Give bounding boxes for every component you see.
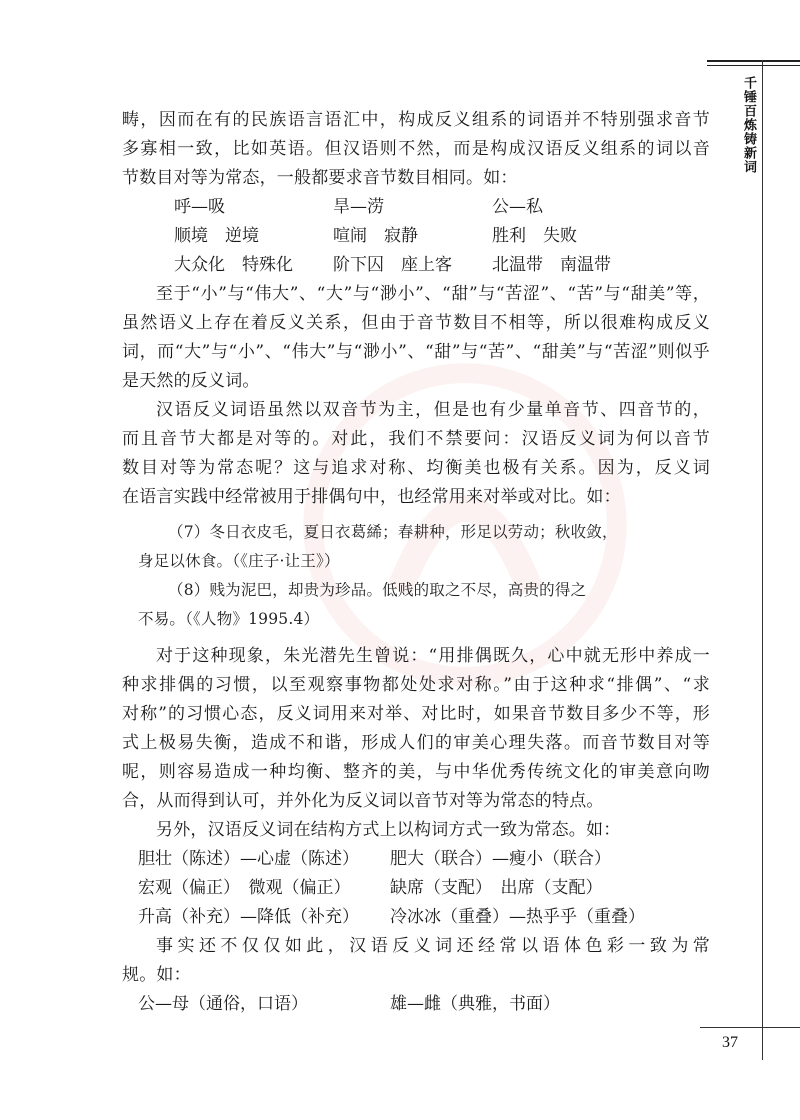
pair: 肥大（联合）—瘦小（联合）: [390, 849, 611, 869]
text-line: 另外，汉语反义词在结构方式上以构词方式一致为常态。如：: [156, 820, 621, 840]
register-pair-row: [122, 990, 710, 1019]
paragraph: [122, 396, 710, 512]
text-line: 至于“小”与“伟大”、“大”与“渺小”、“甜”与“苦涩”、“苦”与“甜美”等，: [156, 284, 710, 304]
paragraph: [122, 816, 710, 845]
example-line: 身足以休食。（《庄子·让王》）: [138, 552, 340, 570]
text-line: 虽然语义上存在着反义关系，但由于音节数目不相等，所以很难构成反义: [122, 313, 710, 333]
text-line: 规。如：: [122, 965, 191, 985]
example-line: 不易。（《人物》1995.4）: [138, 610, 320, 628]
pair: 北温带 南温带: [492, 255, 611, 275]
structure-pairs: [122, 845, 710, 932]
pair: 缺席（支配） 出席（支配）: [390, 878, 603, 898]
text-line: 节数目对等为常态，一般都要求音节数目相同。如：: [122, 168, 518, 188]
text-line: 在语言实践中经常被用于排偶句中，也经常用来对举或对比。如：: [122, 487, 621, 507]
example-line: （8）贱为泥巴，却贵为珍品。低贱的取之不尽，高贵的得之: [168, 581, 587, 599]
pair: 公—母（通俗，口语）: [138, 994, 308, 1014]
paragraph: [122, 932, 710, 990]
text-line: 种求排偶的习惯，以至观察事物都处处求对称。”由于这种求“排偶”、“求: [122, 675, 710, 695]
running-header: 千锤百炼铸新词: [741, 76, 756, 174]
example-sentences: [122, 518, 710, 634]
paragraph: [122, 106, 710, 193]
text-line: 汉语反义词语虽然以双音节为主，但是也有少量单音节、四音节的，: [156, 400, 710, 420]
pair: 旱—涝: [333, 197, 384, 217]
text-line: 而且音节大都是对等的。对此，我们不禁要问：汉语反义词为何以音节: [122, 429, 710, 449]
pair-row: [122, 845, 710, 874]
text-line: 畴，因而在有的民族语言语汇中，构成反义组系的词语并不特别强求音节: [122, 110, 710, 130]
pair: 宏观（偏正） 微观（偏正）: [138, 878, 351, 898]
header-rule-thin: [707, 65, 800, 66]
pair: 喧闹 寂静: [333, 226, 418, 246]
text-line: 多寡相一致，比如英语。但汉语则不然，而是构成汉语反义组系的词以音: [122, 139, 710, 159]
pair: 呼—吸: [174, 197, 225, 217]
pair: 雄—雌（典雅，书面）: [390, 994, 560, 1014]
pair-row: [122, 222, 710, 251]
text-line: 式上极易失衡，造成不和谐，形成人们的审美心理失落。而音节数目对等: [122, 733, 710, 753]
paragraph: [122, 642, 710, 816]
pair-row: [122, 193, 710, 222]
text-line: 合，从而得到认可，并外化为反义词以音节对等为常态的特点。: [122, 791, 604, 811]
pair: 冷冰冰（重叠）—热乎乎（重叠）: [390, 907, 645, 927]
antonym-pairs: [122, 193, 710, 280]
body-text: [122, 106, 710, 1019]
pair: 顺境 逆境: [174, 226, 259, 246]
pair-row: [122, 874, 710, 903]
footer-rule: [700, 1027, 800, 1028]
pair-row: [122, 251, 710, 280]
pair: 升高（补充）—降低（补充）: [138, 907, 359, 927]
text-line: 事实还不仅仅如此，汉语反义词还经常以语体色彩一致为常: [156, 936, 710, 956]
pair: 公—私: [492, 197, 543, 217]
paragraph: [122, 280, 710, 396]
margin-rule: [762, 60, 763, 1060]
pair: 大众化 特殊化: [174, 255, 293, 275]
text-line: 是天然的反义词。: [122, 371, 260, 391]
pair: 胜利 失败: [492, 226, 577, 246]
text-line: 词，而“大”与“小”、“伟大”与“渺小”、“甜”与“苦”、“甜美”与“苦涩”则似乎: [122, 342, 710, 362]
text-line: 数目对等为常态呢？这与追求对称、均衡美也极有关系。因为，反义词: [122, 458, 710, 478]
text-line: 对称”的习惯心态，反义词用来对举、对比时，如果音节数目多少不等，形: [122, 704, 710, 724]
example-line: （7）冬日衣皮毛，夏日衣葛絺；春耕种，形足以劳动；秋收敛，: [168, 523, 618, 541]
page-number: 37: [722, 1034, 738, 1051]
text-line: 呢，则容易造成一种均衡、整齐的美，与中华优秀传统文化的审美意向吻: [122, 762, 710, 782]
pair: 阶下囚 座上客: [333, 255, 452, 275]
pair-row: [122, 903, 710, 932]
text-line: 对于这种现象，朱光潜先生曾说：“用排偶既久，心中就无形中养成一: [156, 646, 710, 666]
header-rule: [707, 60, 800, 62]
pair: 胆壮（陈述）—心虚（陈述）: [138, 849, 359, 869]
